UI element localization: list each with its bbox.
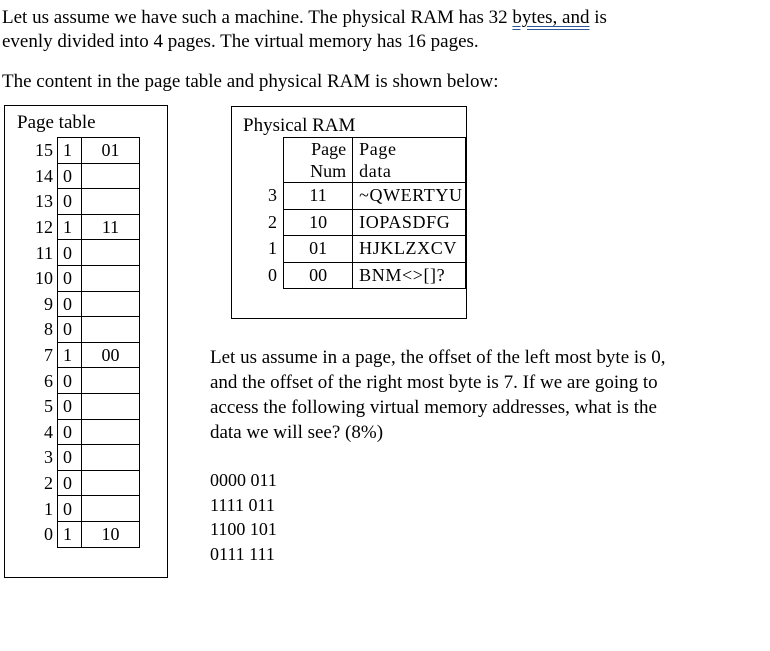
page-table-valid-bit: 0 xyxy=(58,470,82,496)
page-table-frame xyxy=(82,393,140,419)
page-table-valid-bit: 1 xyxy=(58,214,82,240)
ram-header-num-line1: Page xyxy=(311,139,347,159)
page-table-row xyxy=(21,214,140,240)
ram-header-row xyxy=(254,138,466,183)
intro-line2: evenly divided into 4 pages. The virtual memory has 16 pages. xyxy=(2,31,479,52)
page-table-index: 7 xyxy=(44,345,53,366)
grammar-marked-text[interactable]: bytes, and xyxy=(512,7,590,28)
ram-row-index: 3 xyxy=(268,185,277,206)
virtual-address: 1111 011 xyxy=(210,494,275,515)
ram-row xyxy=(254,183,466,210)
ram-header-num-line2: Num xyxy=(310,161,347,181)
physical-ram-title: Physical RAM xyxy=(243,115,356,136)
ram-row-index: 0 xyxy=(268,264,277,285)
page-table xyxy=(21,137,140,548)
page-table-valid-bit: 0 xyxy=(58,189,82,215)
page-table-valid-bit: 1 xyxy=(58,521,82,547)
page-table-frame xyxy=(82,317,140,343)
page-table-index: 10 xyxy=(35,268,53,289)
page-table-row xyxy=(21,445,140,471)
virtual-address: 0000 011 xyxy=(210,470,277,490)
page-table-valid-bit: 0 xyxy=(58,291,82,317)
intro-paragraph xyxy=(2,6,607,54)
ram-page-num: 10 xyxy=(284,209,353,236)
page-table-row xyxy=(21,393,140,419)
page-table-valid-bit: 0 xyxy=(58,419,82,445)
ram-page-data: HJKLZXCV xyxy=(353,236,466,263)
page-table-valid-bit: 0 xyxy=(58,393,82,419)
ram-row xyxy=(254,262,466,289)
page-table-index: 11 xyxy=(35,242,53,263)
virtual-address: 1100 101 xyxy=(210,519,277,540)
ram-row xyxy=(254,209,466,236)
intro-line1-end: is xyxy=(589,7,607,28)
page-table-row xyxy=(21,163,140,189)
page-table-valid-bit: 0 xyxy=(58,163,82,189)
page-table-row xyxy=(21,342,140,368)
page-table-valid-bit: 0 xyxy=(58,240,82,266)
page-table-frame xyxy=(82,240,140,266)
ram-row-index: 1 xyxy=(268,238,277,259)
page-table-frame xyxy=(82,445,140,471)
page-table-index: 8 xyxy=(44,319,53,340)
page-table-box xyxy=(4,105,168,578)
ram-header-data-line1: Page xyxy=(359,139,397,159)
intro-line1-start: Let us assume we have such a machine. The physical RAM has 32 xyxy=(2,7,513,28)
page-table-row xyxy=(21,419,140,445)
page-table-index: 2 xyxy=(44,473,53,494)
page-table-index: 14 xyxy=(35,165,53,186)
page-table-frame xyxy=(82,189,140,215)
content-statement: The content in the page table and physical RAM is shown below: xyxy=(2,71,499,92)
physical-ram-table xyxy=(254,137,466,289)
page-table-valid-bit: 0 xyxy=(58,265,82,291)
page-table-valid-bit: 0 xyxy=(58,317,82,343)
page-table-valid-bit: 0 xyxy=(58,496,82,522)
page-table-index: 0 xyxy=(44,524,53,545)
ram-page-num: 00 xyxy=(284,262,353,289)
page-table-index: 9 xyxy=(44,293,53,314)
page-table-index: 1 xyxy=(44,498,53,519)
page-table-frame xyxy=(82,163,140,189)
page-table-row xyxy=(21,317,140,343)
physical-ram-box xyxy=(231,106,467,319)
page-table-valid-bit: 0 xyxy=(58,445,82,471)
page-table-index: 6 xyxy=(44,370,53,391)
page-table-index: 5 xyxy=(44,396,53,417)
page-table-row xyxy=(21,265,140,291)
ram-page-num: 01 xyxy=(284,236,353,263)
page-table-title: Page table xyxy=(17,112,96,133)
page-table-index: 4 xyxy=(44,421,53,442)
page-table-row xyxy=(21,189,140,215)
page-table-frame xyxy=(82,496,140,522)
page-table-row xyxy=(21,521,140,547)
page-table-frame: 10 xyxy=(82,521,140,547)
ram-header-blank xyxy=(254,138,284,183)
page-table-frame xyxy=(82,470,140,496)
ram-header-page-data xyxy=(353,138,466,183)
question-text: Let us assume in a page, the offset of the left most byte is 0, and the offset of the right most byte is 7. If we are going to access the following virtual memory addresses, what is the data we will see? (8%) xyxy=(210,347,666,443)
page-table-frame xyxy=(82,419,140,445)
ram-page-num: 11 xyxy=(284,183,353,210)
virtual-address: 0111 111 xyxy=(210,544,275,565)
ram-header-page-num xyxy=(284,138,353,183)
page-table-row xyxy=(21,240,140,266)
page-table-row xyxy=(21,470,140,496)
page-table-valid-bit: 0 xyxy=(58,368,82,394)
page-table-row xyxy=(21,496,140,522)
ram-row-index: 2 xyxy=(268,211,277,232)
page-table-frame: 01 xyxy=(82,138,140,164)
page-table-index: 13 xyxy=(35,191,53,212)
page-table-frame: 11 xyxy=(82,214,140,240)
page-table-valid-bit: 1 xyxy=(58,138,82,164)
ram-page-data: ~QWERTYU xyxy=(353,183,466,210)
page-table-frame xyxy=(82,368,140,394)
page-table-frame xyxy=(82,291,140,317)
ram-page-data: BNM<>[]? xyxy=(353,262,466,289)
page-table-valid-bit: 1 xyxy=(58,342,82,368)
page-table-index: 3 xyxy=(44,447,53,468)
ram-header-data-line2: data xyxy=(359,161,392,181)
page-table-index: 15 xyxy=(35,140,53,161)
page-table-frame: 00 xyxy=(82,342,140,368)
page-table-row xyxy=(21,368,140,394)
page-table-index: 12 xyxy=(35,217,53,238)
ram-page-data: IOPASDFG xyxy=(353,209,466,236)
ram-row xyxy=(254,236,466,263)
page-table-row xyxy=(21,138,140,164)
address-list xyxy=(210,468,277,567)
page-table-frame xyxy=(82,265,140,291)
page-table-row xyxy=(21,291,140,317)
